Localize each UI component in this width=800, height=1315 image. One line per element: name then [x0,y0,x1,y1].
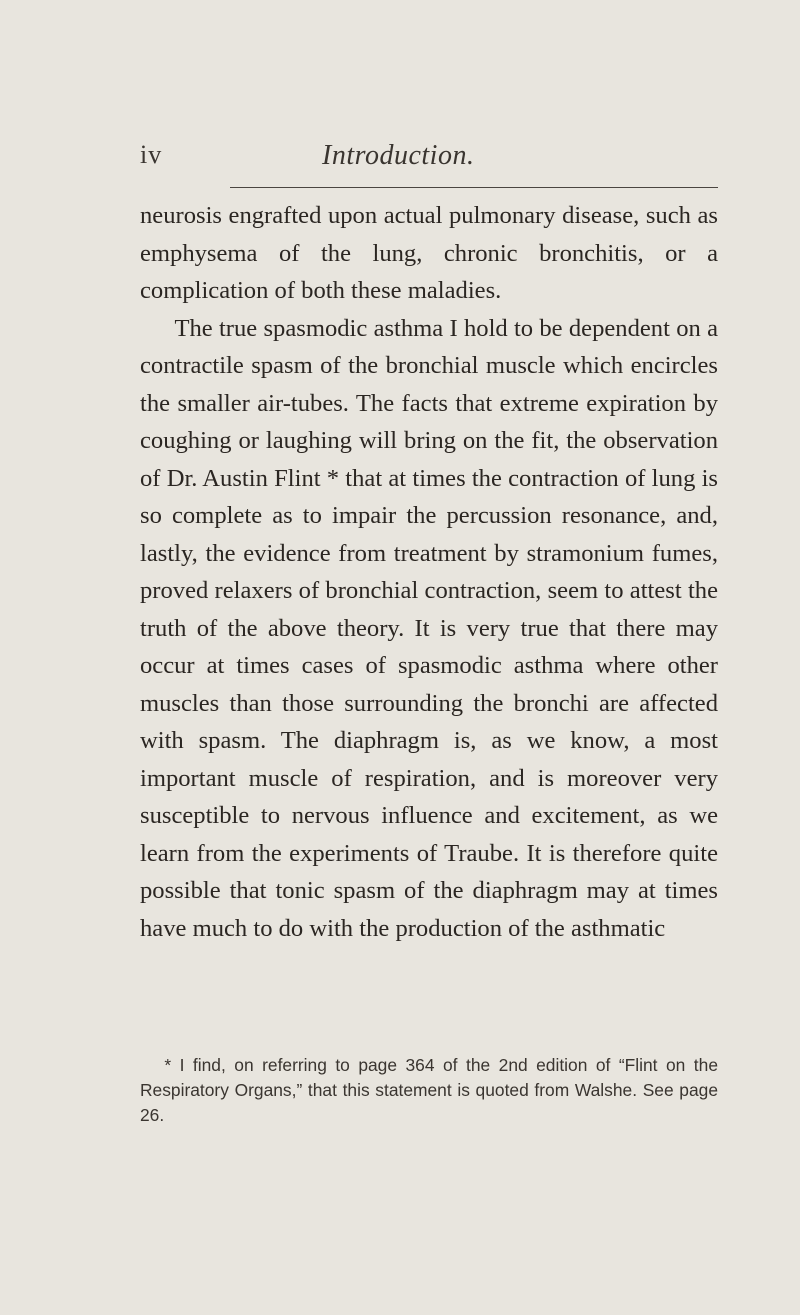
header-rule [230,187,718,188]
footnote [140,1053,718,1128]
running-head [0,140,800,180]
running-title: Introduction. [322,140,475,171]
paragraph-continued: neurosis engrafted upon actual pulmonary disease, such as emphysema of the lung, chronic bronchitis, or a complication of both these maladies. [140,202,718,304]
page-number: iv [140,140,163,169]
body-text [140,197,718,947]
footnote-text: * I find, on referring to page 364 of the 2nd edition of “Flint on the Respiratory Organs,” that this statement is quoted from Walshe. See page 26. [140,1055,718,1125]
paragraph-spasmodic-asthma: The true spasmodic asthma I hold to be dependent on a contractile spasm of the bronchial muscle which encircles the smaller air-tubes. The facts that extreme expiration by coughing or laughing will bring on the fit, the observation of Dr. Austin Flint * that at times the contraction of lung is so complete as to impair the percussion resonance, and, lastly, the evidence from treatment by stramonium fumes, proved relaxers of bronchial contraction, seem to attest the truth of the above theory. It is very true that there may occur at times cases of spasmodic asthma where other muscles than those surrounding the bronchi are affected with spasm. The diaphragm is, as we know, a most important muscle of respiration, and is moreover very susceptible to nervous influence and excitement, as we learn from the experiments of Traube. It is therefore quite possible that tonic spasm of the diaphragm may at times have much to do with the production of the asthmatic [140,314,718,942]
